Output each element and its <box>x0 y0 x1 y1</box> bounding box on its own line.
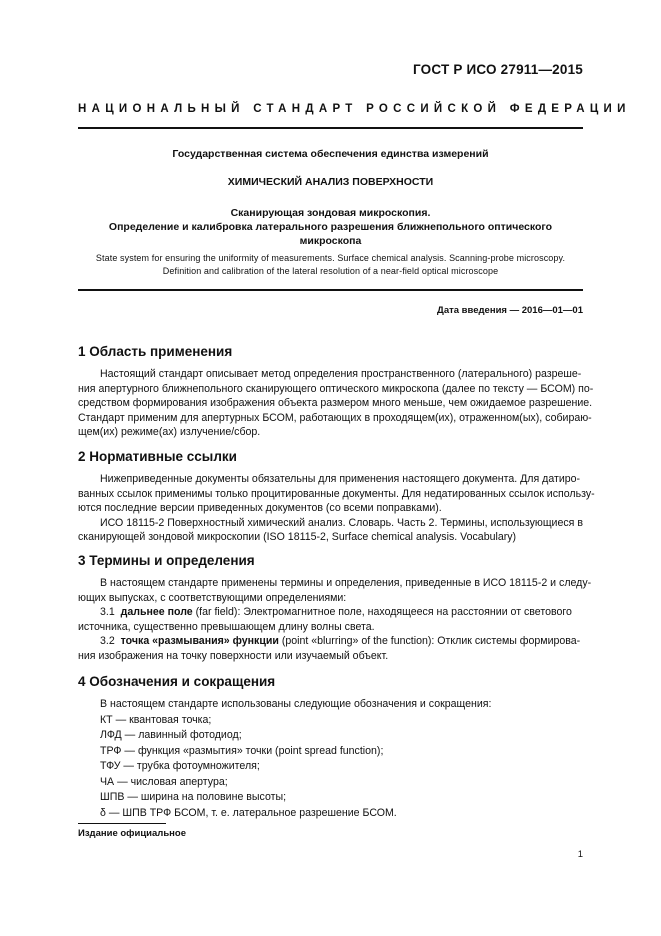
text-line: ющих выпусках, с соответствующими определениями: <box>78 591 347 604</box>
english-title <box>78 252 583 278</box>
subtitle-line-3: микроскопа <box>299 235 362 247</box>
text-line: сканирующей зондовой микроскопии (ISO 18115-2, Surface chemical analysis. Vocabulary) <box>78 531 517 543</box>
list-item: КТ — квантовая точка; <box>100 713 212 726</box>
main-title: ХИМИЧЕСКИЙ АНАЛИЗ ПОВЕРХНОСТИ <box>227 176 434 188</box>
section-1-text <box>78 367 594 440</box>
text-line: ванных ссылок применимы только процитированные документы. Для недатированных ссылок использу- <box>78 487 595 500</box>
term-definition: (point «blurring» of the function): Отклик системы формирова- <box>278 635 581 647</box>
list-item: δ — ШПВ ТРФ БСОМ, т. е. латеральное разрешение БСОМ. <box>100 806 397 819</box>
text-line: В настоящем стандарте применены термины и определения, приведенные в ИСО 18115-2 и следу- <box>100 577 592 589</box>
section-3-heading: 3 Термины и определения <box>78 553 255 568</box>
text-line: источника, существенно превышающем длину волны света. <box>78 620 375 633</box>
text-line: Стандарт применим для апертурных БСОМ, работающих в проходящем(их), отраженном(ых), собираю- <box>78 411 592 424</box>
national-standard-banner: НАЦИОНАЛЬНЫЙ СТАНДАРТ РОССИЙСКОЙ ФЕДЕРАЦИИ <box>78 103 631 115</box>
section-4-heading: 4 Обозначения и сокращения <box>78 674 276 689</box>
text-line: ния изображения на точку поверхности или изучаемый объект. <box>78 649 389 662</box>
term-name: точка «размывания» функции <box>120 635 279 647</box>
term-3-2 <box>78 634 583 649</box>
text-line: щем(их) режиме(ах) излучение/сбор. <box>78 426 261 438</box>
system-title: Государственная система обеспечения единства измерений <box>172 148 489 160</box>
text-line: ются последние версии приведенных документов (со всеми поправками). <box>78 502 442 514</box>
edition-label: Издание официальное <box>78 828 186 839</box>
term-name: дальнее поле <box>120 606 193 618</box>
text-line: Нижеприведенные документы обязательны для применения настоящего документа. Для датиро- <box>100 473 581 485</box>
section-3-text <box>78 576 592 663</box>
subtitle-line-1: Сканирующая зондовая микроскопия. <box>230 207 431 219</box>
title-rule <box>78 289 583 291</box>
text-line: средством формирования изображения объекта размером много меньше, чем ожидаемое разрешение. <box>78 397 593 409</box>
list-item: ТФУ — трубка фотоумножителя; <box>100 760 260 772</box>
term-3-1 <box>78 605 583 620</box>
footer-rule <box>78 823 166 824</box>
subtitle <box>78 206 583 248</box>
section-2-text <box>78 472 595 545</box>
english-title-line-1: State system for ensuring the uniformity of measurements. Surface chemical analysis. Scanning-probe microscopy. <box>95 253 566 263</box>
section-2-heading: 2 Нормативные ссылки <box>78 449 237 464</box>
header-rule <box>78 127 583 129</box>
effective-date: Дата введения — 2016—01—01 <box>437 305 583 316</box>
term-number: 3.1 <box>100 606 115 618</box>
document-number: ГОСТ Р ИСО 27911—2015 <box>412 62 583 77</box>
list-item: ЧА — числовая апертура; <box>100 775 228 788</box>
text-line: ИСО 18115-2 Поверхностный химический анализ. Словарь. Часть 2. Термины, использующиеся в <box>100 516 583 529</box>
list-item: ТРФ — функция «размытия» точки (point spread function); <box>100 744 384 757</box>
list-intro: В настоящем стандарте использованы следующие обозначения и сокращения: <box>100 698 492 710</box>
list-item: ЛФД — лавинный фотодиод; <box>100 729 242 741</box>
english-title-line-2: Definition and calibration of the lateral resolution of a near-field optical microscope <box>162 266 499 276</box>
page-number: 1 <box>577 849 583 860</box>
list-item: ШПВ — ширина на половине высоты; <box>100 791 287 803</box>
text-line: ния апертурного ближнепольного сканирующего оптического микроскопа (далее по тексту — БСОМ) по- <box>78 382 594 395</box>
term-definition: (far field): Электромагнитное поле, находящееся на расстоянии от светового <box>192 606 572 618</box>
abbreviation-list <box>78 697 583 821</box>
term-number: 3.2 <box>100 635 115 647</box>
section-1-heading: 1 Область применения <box>78 344 233 359</box>
subtitle-line-2: Определение и калибровка латерального разрешения ближнепольного оптического <box>108 221 553 233</box>
text-line: Настоящий стандарт описывает метод определения пространственного (латерального) разреше- <box>100 368 582 380</box>
